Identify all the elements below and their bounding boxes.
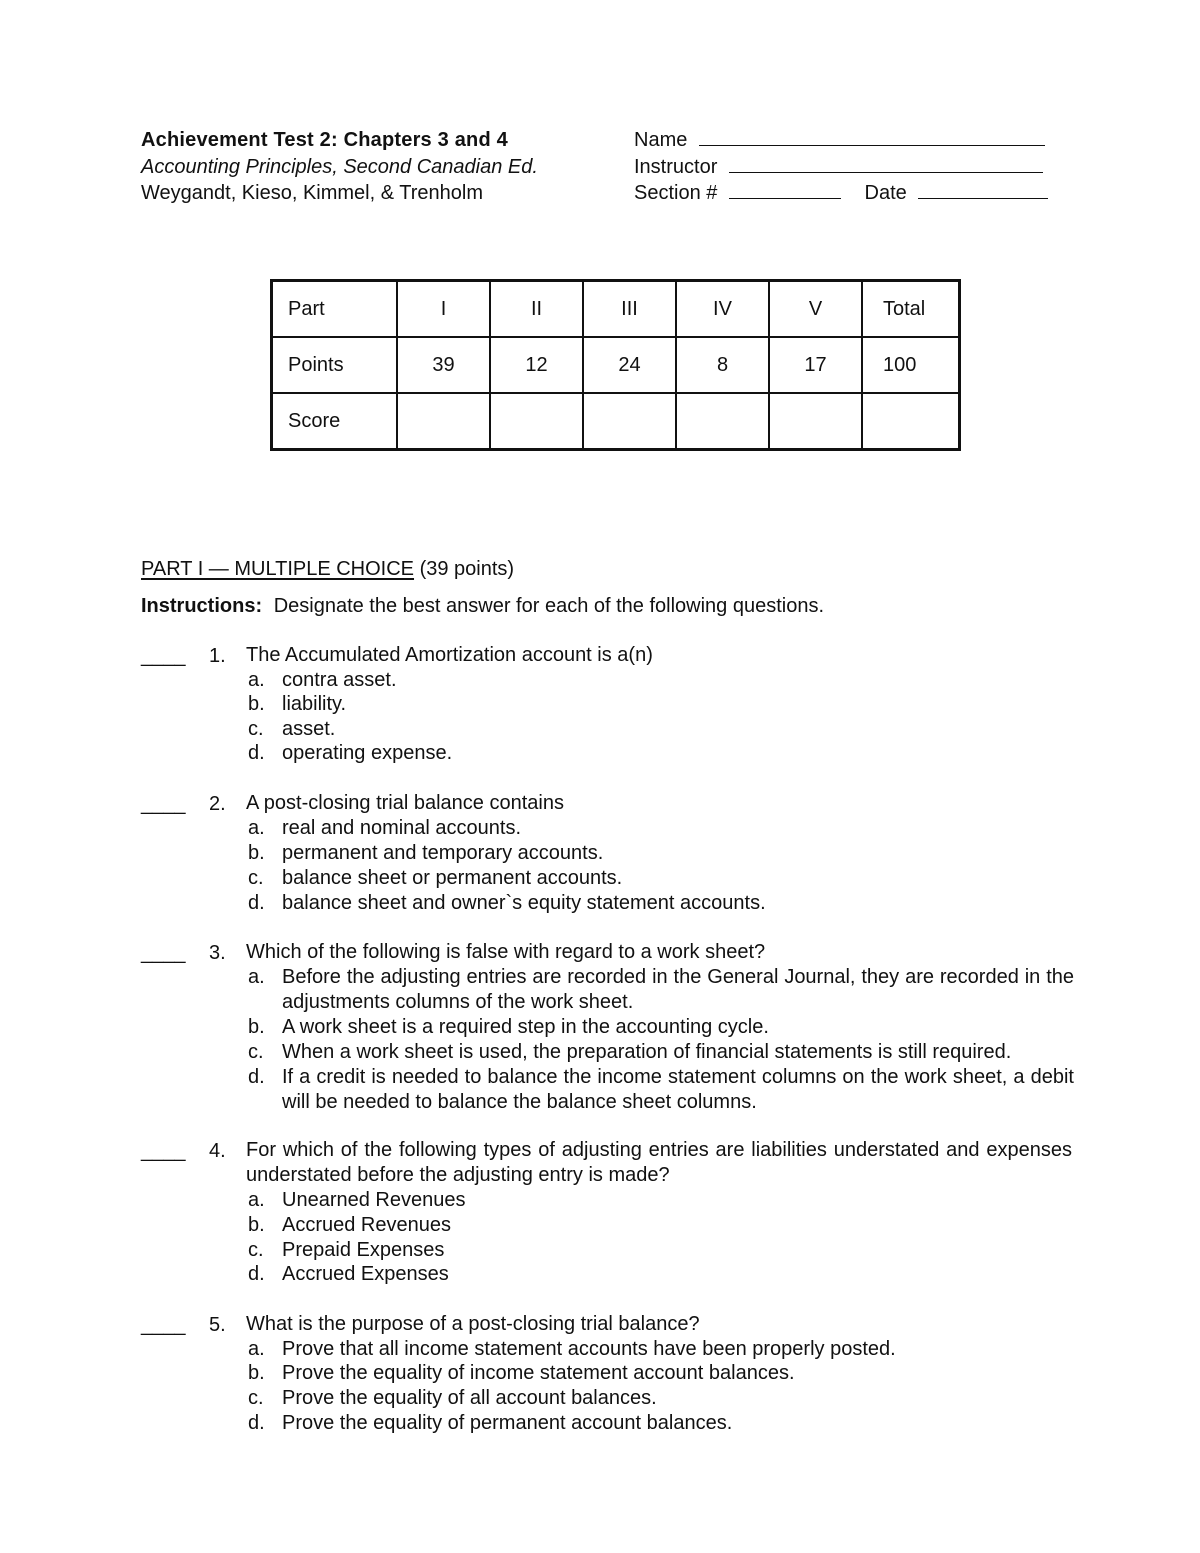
option-text: Prove that all income statement accounts have been properly posted. bbox=[282, 1338, 896, 1360]
instructor-label: Instructor bbox=[634, 156, 718, 178]
option-text: Prove the equality of income statement account balances. bbox=[282, 1362, 795, 1384]
question-number: 3. bbox=[209, 942, 226, 964]
question-text: What is the purpose of a post-closing trial balance? bbox=[246, 1313, 700, 1335]
part-cell: II bbox=[490, 281, 583, 338]
answer-blank[interactable]: ____ bbox=[141, 793, 186, 815]
option-letter: a. bbox=[248, 1338, 265, 1360]
instructions-text: Designate the best answer for each of the following questions. bbox=[273, 595, 825, 617]
question-text: Which of the following is false with regard to a work sheet? bbox=[246, 941, 766, 963]
section-label: Section # bbox=[634, 182, 718, 204]
score-cell[interactable] bbox=[583, 393, 676, 450]
part-cell: III bbox=[583, 281, 676, 338]
option-text: asset. bbox=[282, 718, 336, 740]
option-letter: c. bbox=[248, 867, 264, 889]
option-letter: b. bbox=[248, 842, 265, 864]
question-number: 1. bbox=[209, 645, 226, 667]
option-letter: c. bbox=[248, 1041, 264, 1063]
answer-option bbox=[248, 1040, 1011, 1065]
question-text: The Accumulated Amortization account is a(n) bbox=[246, 644, 653, 666]
option-text: Accrued Expenses bbox=[282, 1263, 449, 1285]
date-label: Date bbox=[864, 182, 907, 204]
option-letter: d. bbox=[248, 892, 265, 914]
instructor-field[interactable] bbox=[634, 154, 1043, 180]
answer-option bbox=[248, 1238, 444, 1263]
option-text: A work sheet is a required step in the accounting cycle. bbox=[282, 1016, 769, 1038]
part-cell: V bbox=[769, 281, 862, 338]
option-text: When a work sheet is used, the preparation of financial statements is still required. bbox=[282, 1041, 1012, 1063]
option-letter: d. bbox=[248, 1066, 265, 1088]
part-cell-total: Total bbox=[862, 281, 960, 338]
name-label: Name bbox=[634, 129, 688, 151]
option-text: balance sheet or permanent accounts. bbox=[282, 867, 623, 889]
answer-option bbox=[248, 668, 397, 693]
part-cell: I bbox=[397, 281, 490, 338]
option-letter: c. bbox=[248, 718, 264, 740]
book-title: Accounting Principles, Second Canadian Ed. bbox=[141, 156, 538, 178]
answer-blank[interactable]: ____ bbox=[141, 1314, 186, 1336]
score-cell[interactable] bbox=[676, 393, 769, 450]
part1-heading bbox=[141, 556, 514, 582]
points-cell: 17 bbox=[769, 337, 862, 393]
option-letter: a. bbox=[248, 966, 265, 988]
score-table bbox=[270, 279, 961, 451]
option-letter: c. bbox=[248, 1239, 264, 1261]
option-text: Prepaid Expenses bbox=[282, 1239, 445, 1261]
option-letter: a. bbox=[248, 817, 265, 839]
instructor-blank[interactable] bbox=[729, 154, 1043, 173]
option-text: permanent and temporary accounts. bbox=[282, 842, 604, 864]
option-letter: d. bbox=[248, 1412, 265, 1434]
instructions-label: Instructions: bbox=[141, 595, 263, 617]
answer-option bbox=[248, 1213, 451, 1238]
points-cell: 24 bbox=[583, 337, 676, 393]
option-text: Before the adjusting entries are recorded in the General Journal, they are recorded in the adjustments columns of the work sheet. bbox=[282, 966, 1074, 1013]
option-text: Unearned Revenues bbox=[282, 1189, 466, 1211]
option-text: real and nominal accounts. bbox=[282, 817, 522, 839]
answer-option bbox=[248, 841, 603, 866]
points-cell-total: 100 bbox=[862, 337, 960, 393]
date-blank[interactable] bbox=[918, 180, 1048, 199]
answer-option bbox=[248, 891, 766, 916]
option-letter: d. bbox=[248, 742, 265, 764]
answer-option bbox=[248, 1361, 795, 1386]
question-number: 2. bbox=[209, 793, 226, 815]
question-number: 5. bbox=[209, 1314, 226, 1336]
table-row-score bbox=[272, 393, 960, 450]
answer-option bbox=[248, 1337, 896, 1362]
row-label-part: Part bbox=[272, 281, 398, 338]
answer-option bbox=[248, 866, 622, 891]
score-cell[interactable] bbox=[490, 393, 583, 450]
option-text: Accrued Revenues bbox=[282, 1214, 451, 1236]
option-letter: b. bbox=[248, 1362, 265, 1384]
option-text: If a credit is needed to balance the income statement columns on the work sheet, a debit will be needed to balance the balance sheet columns. bbox=[282, 1066, 1074, 1113]
authors: Weygandt, Kieso, Kimmel, & Trenholm bbox=[141, 182, 483, 204]
points-cell: 12 bbox=[490, 337, 583, 393]
option-letter: a. bbox=[248, 669, 265, 691]
question-text: For which of the following types of adjusting entries are liabilities understated and expenses understated before the adjusting entry is made? bbox=[246, 1139, 1072, 1186]
part1-points: (39 points) bbox=[419, 558, 515, 580]
answer-option bbox=[248, 1188, 465, 1213]
score-cell[interactable] bbox=[769, 393, 862, 450]
question-number: 4. bbox=[209, 1140, 226, 1162]
answer-option bbox=[248, 741, 452, 766]
answer-option bbox=[248, 717, 335, 742]
option-letter: a. bbox=[248, 1189, 265, 1211]
answer-option bbox=[248, 692, 346, 717]
option-letter: b. bbox=[248, 693, 265, 715]
score-cell[interactable] bbox=[397, 393, 490, 450]
option-text: Prove the equality of all account balances. bbox=[282, 1387, 657, 1409]
row-label-score: Score bbox=[272, 393, 398, 450]
question-text: A post-closing trial balance contains bbox=[246, 792, 564, 814]
option-text: operating expense. bbox=[282, 742, 453, 764]
section-date-field[interactable] bbox=[634, 180, 1048, 206]
answer-blank[interactable]: ____ bbox=[141, 1140, 186, 1162]
table-row-part bbox=[272, 281, 960, 338]
answer-blank[interactable]: ____ bbox=[141, 645, 186, 667]
part-cell: IV bbox=[676, 281, 769, 338]
option-letter: d. bbox=[248, 1263, 265, 1285]
instructions bbox=[141, 593, 824, 619]
option-text: Prove the equality of permanent account balances. bbox=[282, 1412, 733, 1434]
answer-blank[interactable]: ____ bbox=[141, 942, 186, 964]
option-text: contra asset. bbox=[282, 669, 397, 691]
test-title: Achievement Test 2: Chapters 3 and 4 bbox=[141, 129, 508, 151]
option-text: balance sheet and owner`s equity statement accounts. bbox=[282, 892, 766, 914]
option-letter: b. bbox=[248, 1214, 265, 1236]
answer-option bbox=[248, 816, 521, 841]
part1-title: PART I — MULTIPLE CHOICE bbox=[141, 558, 415, 580]
score-cell-total[interactable] bbox=[862, 393, 960, 450]
table-row-points bbox=[272, 337, 960, 393]
option-letter: c. bbox=[248, 1387, 264, 1409]
name-blank[interactable] bbox=[699, 127, 1045, 146]
points-cell: 8 bbox=[676, 337, 769, 393]
answer-option bbox=[248, 1015, 769, 1040]
points-cell: 39 bbox=[397, 337, 490, 393]
answer-option bbox=[248, 1262, 449, 1287]
section-blank[interactable] bbox=[729, 180, 841, 199]
answer-option bbox=[248, 1411, 732, 1436]
answer-option bbox=[248, 1386, 657, 1411]
option-text: liability. bbox=[282, 693, 347, 715]
option-letter: b. bbox=[248, 1016, 265, 1038]
name-field[interactable] bbox=[634, 127, 1045, 153]
row-label-points: Points bbox=[272, 337, 398, 393]
